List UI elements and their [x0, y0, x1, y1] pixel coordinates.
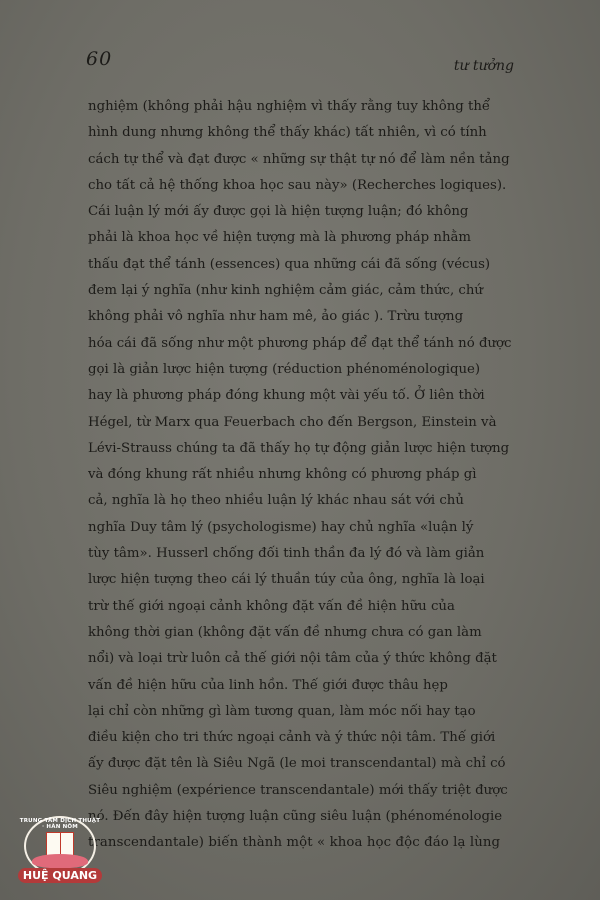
- running-head: tư tưởng: [453, 58, 514, 74]
- lotus-icon: [32, 854, 88, 868]
- text-line: Lévi-Strauss chúng ta đã thấy họ tự động giản lược hiện tượng: [88, 440, 510, 456]
- text-line: transcendantale) biến thành một « khoa học độc đáo lạ lùng: [88, 835, 501, 851]
- text-line: điều kiện cho tri thức ngoại cảnh và ý thức nội tâm. Thế giới: [88, 730, 496, 746]
- hue-quang-logo: [18, 816, 102, 888]
- text-line: Cái luận lý mới ấy được gọi là hiện tượng luận; đó không: [88, 204, 469, 220]
- text-line: nó. Đến đây hiện tượng luận cũng siêu luận (phénoménologie: [88, 809, 503, 825]
- text-line: và đóng khung rất nhiều nhưng không có phương pháp gì: [88, 467, 477, 483]
- text-line: phải là khoa học về hiện tượng mà là phương pháp nhằm: [88, 230, 472, 246]
- text-line: lược hiện tượng theo cái lý thuần túy của ông, nghĩa là loại: [88, 572, 485, 588]
- text-line: cho tất cả hệ thống khoa học sau này» (Recherches logiques).: [88, 177, 507, 193]
- logo-ring-text: TRUNG TÂM DỊCH THUẬT · HÀN NÔM: [19, 818, 101, 830]
- text-line: ấy được đặt tên là Siêu Ngã (le moi transcendantal) mà chỉ có: [88, 756, 506, 772]
- text-line: thấu đạt thể tánh (essences) qua những cái đã sống (vécus): [88, 256, 491, 272]
- text-line: hình dung nhưng không thể thấy khác) tất nhiên, vì có tính: [88, 125, 487, 141]
- text-line: hay là phương pháp đóng khung một vài yếu tố. Ở liên thời: [88, 388, 485, 404]
- text-line: cả, nghĩa là họ theo nhiều luận lý khác nhau sát với chủ: [88, 493, 464, 509]
- text-line: trừ thế giới ngoại cảnh không đặt vấn đề hiện hữu của: [88, 598, 455, 614]
- text-line: gọi là giản lược hiện tượng (réduction phénoménologique): [88, 361, 481, 377]
- text-line: vấn đề hiện hữu của linh hồn. Thế giới được thâu hẹp: [88, 677, 448, 693]
- text-line: Siêu nghiệm (expérience transcendantale) mới thấy triệt được: [88, 782, 508, 798]
- text-line: lại chỉ còn những gì làm tương quan, làm móc nối hay tạo: [88, 703, 476, 719]
- text-line: cách tự thể và đạt được « những sự thật tự nó để làm nền tảng: [88, 151, 510, 167]
- text-line: hóa cái đã sống như một phương pháp để đạt thể tánh nó được: [88, 335, 512, 351]
- text-line: không thời gian (không đặt vấn đề nhưng chưa có gan làm: [88, 624, 482, 640]
- text-line: nghĩa Duy tâm lý (psychologisme) hay chủ nghĩa «luận lý: [88, 519, 474, 535]
- text-line: nghiệm (không phải hậu nghiệm vì thấy rằng tuy không thể: [88, 99, 491, 114]
- logo-name: HUỆ QUANG: [18, 868, 102, 883]
- body-text: [88, 94, 516, 857]
- text-line: không phải vô nghĩa như ham mê, ảo giác ). Trừu tượng: [88, 309, 464, 325]
- text-line: tùy tâm». Husserl chống đối tinh thần đa lý đó và làm giản: [88, 546, 485, 562]
- text-line: đem lại ý nghĩa (như kinh nghiệm cảm giác, cảm thức, chứ: [88, 283, 483, 299]
- page-number: 60: [86, 48, 113, 70]
- text-line: nổi) và loại trừ luôn cả thế giới nội tâm của ý thức không đặt: [88, 651, 497, 667]
- text-line: Hégel, từ Marx qua Feuerbach cho đến Bergson, Einstein và: [88, 414, 497, 430]
